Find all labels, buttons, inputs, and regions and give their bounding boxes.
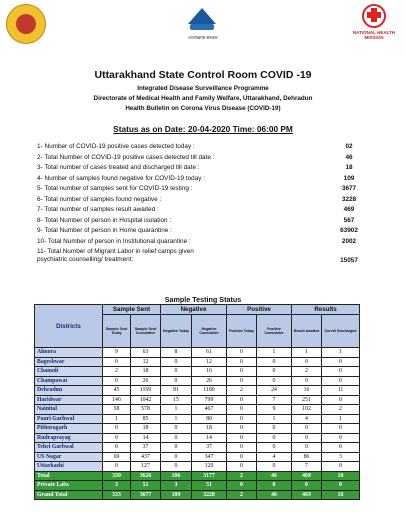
table-cell: 0: [292, 433, 322, 443]
table-cell: 1: [292, 348, 322, 358]
table-cell: 146: [103, 395, 131, 405]
table-cell: 0: [227, 462, 257, 472]
table-cell: 0: [257, 424, 292, 434]
table-cell: 0: [103, 376, 131, 386]
column-header: Positive Today: [227, 315, 257, 348]
stat-label: 2- Total Number of COVID-19 positive cases detected till date :: [37, 154, 215, 161]
table-cell: 14: [131, 433, 161, 443]
table-cell: 26: [192, 376, 227, 386]
column-header: Negative Today: [161, 315, 192, 348]
table-title: Sample Testing Status: [164, 295, 242, 304]
table-cell: 1: [322, 414, 360, 424]
table-cell: 0: [161, 357, 192, 367]
stat-label: 8- Total Number of person in Hospital isolation :: [37, 217, 172, 224]
table-cell: 1: [161, 405, 192, 415]
bulletin-subtitle: Health Bulletin on Corona Virus Disease (COVID-19): [125, 105, 281, 112]
table-cell: 7: [257, 395, 292, 405]
state-government-logo: [186, 4, 218, 34]
table-cell: 0: [227, 424, 257, 434]
district-name-cell: Almora: [35, 348, 103, 358]
table-body: [35, 348, 360, 500]
table-cell: 1042: [131, 395, 161, 405]
stat-label: 5- Total number of samples sent for COVID-19 testing :: [37, 185, 193, 192]
table-cell: 3: [161, 481, 192, 491]
table-cell: 578: [131, 405, 161, 415]
table-cell: 0: [227, 348, 257, 358]
column-header: Cured/ Discharged: [322, 315, 360, 348]
table-cell: 14: [192, 433, 227, 443]
table-cell: 0: [292, 357, 322, 367]
table-row: [35, 462, 360, 472]
table-cell: 18: [192, 424, 227, 434]
table-cell: 0: [257, 357, 292, 367]
table-cell: 51: [131, 481, 161, 491]
stat-row: [37, 227, 367, 237]
table-cell: 26: [131, 376, 161, 386]
column-header: Negative Cumulative: [192, 315, 227, 348]
emblem-logo-inner: [16, 14, 36, 34]
district-name-cell: Pithoragarh: [35, 424, 103, 434]
table-cell: 0: [161, 376, 192, 386]
stat-label: 3- Total number of cases treated and discharged till date :: [37, 164, 200, 171]
table-row: [35, 405, 360, 415]
bulletin-title: Uttarakhand State Control Room COVID -19: [94, 69, 312, 81]
table-cell: 0: [227, 367, 257, 377]
table-cell: 0: [161, 433, 192, 443]
table-cell: 85: [131, 414, 161, 424]
table-cell: 0: [322, 395, 360, 405]
table-cell: 333: [103, 490, 131, 500]
table-cell: 120: [192, 462, 227, 472]
table-cell: 12: [192, 357, 227, 367]
stat-value: 469: [343, 206, 355, 213]
table-cell: 251: [292, 395, 322, 405]
table-cell: 3: [103, 481, 131, 491]
table-cell: 0: [103, 462, 131, 472]
table-cell: 0: [322, 462, 360, 472]
table-cell: 9: [103, 348, 131, 358]
district-name-cell: Grand Total: [35, 490, 103, 500]
table-cell: 0: [257, 481, 292, 491]
table-cell: 0: [103, 424, 131, 434]
stat-label: 1- Number of COVID-19 positive cases detected today :: [37, 143, 195, 150]
table-cell: 0: [322, 424, 360, 434]
stat-label: 6- Total number of samples found negative :: [37, 196, 162, 203]
stat-row: [37, 185, 367, 195]
table-cell: 11: [322, 386, 360, 396]
table-cell: 81: [161, 386, 192, 396]
district-name-cell: Champawat: [35, 376, 103, 386]
stat-row: [37, 164, 367, 174]
stat-row: [37, 238, 367, 248]
table-cell: 0: [103, 433, 131, 443]
table-cell: 2: [292, 367, 322, 377]
table-cell: 2: [227, 490, 257, 500]
nhm-logo-caption: NATIONAL HEALTH MISSION: [353, 30, 395, 40]
table-cell: 0: [322, 376, 360, 386]
table-cell: 2: [103, 367, 131, 377]
table-cell: 0: [257, 443, 292, 453]
stat-value: 3228: [341, 196, 357, 203]
table-cell: 1: [257, 348, 292, 358]
column-header: Sample Sent Cumulative: [131, 315, 161, 348]
stat-value: 109: [343, 175, 355, 182]
table-row: [35, 357, 360, 367]
table-cell: 0: [292, 443, 322, 453]
table-cell: 63: [131, 348, 161, 358]
table-cell: 0: [103, 443, 131, 453]
table-cell: 16: [192, 367, 227, 377]
table-cell: 4: [257, 452, 292, 462]
table-cell: 24: [257, 386, 292, 396]
stat-row: [37, 143, 367, 153]
district-name-cell: Uttarkashi: [35, 462, 103, 472]
table-cell: 0: [322, 433, 360, 443]
table-cell: 3: [322, 452, 360, 462]
group-negative: Negative: [161, 305, 227, 315]
table-cell: 102: [292, 405, 322, 415]
table-cell: 0: [227, 443, 257, 453]
table-row: [35, 367, 360, 377]
group-positive: Positive: [227, 305, 292, 315]
directorate-line: Directorate of Medical Health and Family Welfare, Uttarakhand, Dehradun: [93, 95, 313, 102]
table-cell: 9: [257, 405, 292, 415]
stat-row: [37, 175, 367, 185]
table-cell: 0: [227, 376, 257, 386]
table-row: [35, 433, 360, 443]
table-cell: 1: [322, 348, 360, 358]
table-cell: 347: [192, 452, 227, 462]
table-cell: 0: [227, 405, 257, 415]
table-cell: 0: [257, 367, 292, 377]
table-cell: 18: [322, 471, 360, 481]
table-cell: 0: [161, 443, 192, 453]
stat-value: 2002: [341, 238, 357, 245]
table-cell: 4: [292, 414, 322, 424]
table-cell: 3228: [192, 490, 227, 500]
stat-value: 15057: [340, 257, 358, 264]
table-cell: 0: [161, 452, 192, 462]
table-cell: 1180: [192, 386, 227, 396]
stat-label-continued: psychiatric counselling/ treatment:: [37, 256, 134, 263]
table-cell: 8: [161, 348, 192, 358]
state-government-caption: उत्तराखण्ड सरकार: [188, 35, 218, 40]
table-cell: 469: [292, 471, 322, 481]
district-name-cell: Bageshwar: [35, 357, 103, 367]
table-cell: 0: [257, 462, 292, 472]
column-header: Result Awaited: [292, 315, 322, 348]
nhm-logo: [350, 4, 398, 40]
table-cell: 51: [192, 481, 227, 491]
table-cell: 37: [131, 443, 161, 453]
table-cell: 0: [322, 481, 360, 491]
programme-line: Integrated Disease Surveillance Programme: [137, 85, 269, 92]
table-cell: 0: [322, 443, 360, 453]
stat-value: 3677: [341, 185, 357, 192]
table-cell: 45: [103, 386, 131, 396]
table-cell: 69: [103, 452, 131, 462]
table-cell: 7: [292, 462, 322, 472]
table-cell: 0: [161, 462, 192, 472]
district-name-cell: Chamoli: [35, 367, 103, 377]
stat-value: 18: [345, 164, 353, 171]
total-row: [35, 490, 360, 500]
table-cell: 46: [257, 471, 292, 481]
table-row: [35, 348, 360, 358]
table-row: [35, 452, 360, 462]
table-row: [35, 376, 360, 386]
stat-row: [37, 217, 367, 227]
table-group-header: [35, 305, 360, 315]
stat-value: 46: [345, 154, 353, 161]
table-cell: 16: [292, 386, 322, 396]
table-cell: 0: [257, 376, 292, 386]
table-cell: 0: [227, 414, 257, 424]
table-cell: 469: [292, 490, 322, 500]
total-row: [35, 481, 360, 491]
stat-row: [37, 196, 367, 206]
table-cell: 37: [192, 443, 227, 453]
group-sample-sent: Sample Sent: [103, 305, 161, 315]
table-cell: 109: [161, 490, 192, 500]
table-cell: 1: [103, 414, 131, 424]
table-row: [35, 424, 360, 434]
column-header: Positive Cumulative: [257, 315, 292, 348]
column-header: Sample Sent Today: [103, 315, 131, 348]
stat-row: [37, 206, 367, 216]
district-name-cell: Total: [35, 471, 103, 481]
district-name-cell: Nainital: [35, 405, 103, 415]
district-name-cell: Tehri Garhwal: [35, 443, 103, 453]
table-cell: 46: [257, 490, 292, 500]
table-row: [35, 395, 360, 405]
table-cell: 1169: [131, 386, 161, 396]
table-cell: 3177: [192, 471, 227, 481]
stat-row: [37, 154, 367, 164]
district-name-cell: Dehradun: [35, 386, 103, 396]
table-cell: 3626: [131, 471, 161, 481]
table-cell: 2: [322, 405, 360, 415]
district-name-cell: Haridwar: [35, 395, 103, 405]
table-cell: 0: [292, 424, 322, 434]
table-cell: 0: [227, 357, 257, 367]
stat-value: 02: [345, 143, 353, 150]
sample-testing-table: [34, 304, 360, 500]
table-cell: 330: [103, 471, 131, 481]
table-cell: 0: [103, 357, 131, 367]
district-name-cell: Rudraprayag: [35, 433, 103, 443]
stat-label: 4- Number of samples found negative for COVID-19 today :: [37, 175, 206, 182]
stat-value: 63902: [340, 227, 358, 234]
table-cell: 467: [192, 405, 227, 415]
stat-label: 9- Total Number of person in Home quarantine :: [37, 227, 172, 234]
district-name-cell: Private Labs: [35, 481, 103, 491]
table-cell: 18: [131, 367, 161, 377]
total-row: [35, 471, 360, 481]
stat-value: 567: [343, 217, 355, 224]
district-name-cell: Pauri Garhwal: [35, 414, 103, 424]
table-cell: 58: [103, 405, 131, 415]
table-cell: 2: [227, 471, 257, 481]
status-date-time: Status as on Date: 20-04-2020 Time: 06:00 PM: [113, 124, 293, 134]
table-cell: 0: [227, 433, 257, 443]
group-results: Results: [292, 305, 360, 315]
table-cell: 1: [161, 414, 192, 424]
health-cross-icon: [362, 4, 386, 28]
district-name-cell: US Nagar: [35, 452, 103, 462]
table-cell: 0: [322, 357, 360, 367]
table-cell: 799: [192, 395, 227, 405]
table-cell: 0: [227, 452, 257, 462]
table-cell: 12: [131, 357, 161, 367]
table-cell: 0: [257, 433, 292, 443]
table-cell: 18: [131, 424, 161, 434]
table-row: [35, 443, 360, 453]
stat-row: [37, 248, 367, 264]
mountain-icon: [188, 8, 216, 24]
table-cell: 61: [192, 348, 227, 358]
table-cell: 86: [292, 452, 322, 462]
stat-label: 11- Total Number of Migrant Labor in relief camps given: [37, 248, 194, 255]
table-cell: 80: [192, 414, 227, 424]
table-cell: 0: [227, 481, 257, 491]
table-cell: 0: [161, 424, 192, 434]
stat-label: 10- Total Number of person in Institutional quarantine :: [37, 238, 191, 245]
table-cell: 18: [322, 490, 360, 500]
table-row: [35, 414, 360, 424]
table-cell: 0: [292, 376, 322, 386]
table-cell: 15: [161, 395, 192, 405]
table-cell: 0: [227, 395, 257, 405]
table-cell: 106: [161, 471, 192, 481]
table-cell: 437: [131, 452, 161, 462]
table-cell: 127: [131, 462, 161, 472]
table-cell: 0: [322, 367, 360, 377]
emblem-logo-left: [6, 4, 46, 44]
districts-header: Districts: [35, 305, 103, 348]
table-cell: 0: [161, 367, 192, 377]
table-cell: 2: [227, 386, 257, 396]
logo-base: [190, 24, 214, 30]
stat-label: 7- Total number of samples result awaited :: [37, 206, 159, 213]
table-row: [35, 386, 360, 396]
table-cell: 1: [257, 414, 292, 424]
table-cell: 0: [292, 481, 322, 491]
table-cell: 3677: [131, 490, 161, 500]
